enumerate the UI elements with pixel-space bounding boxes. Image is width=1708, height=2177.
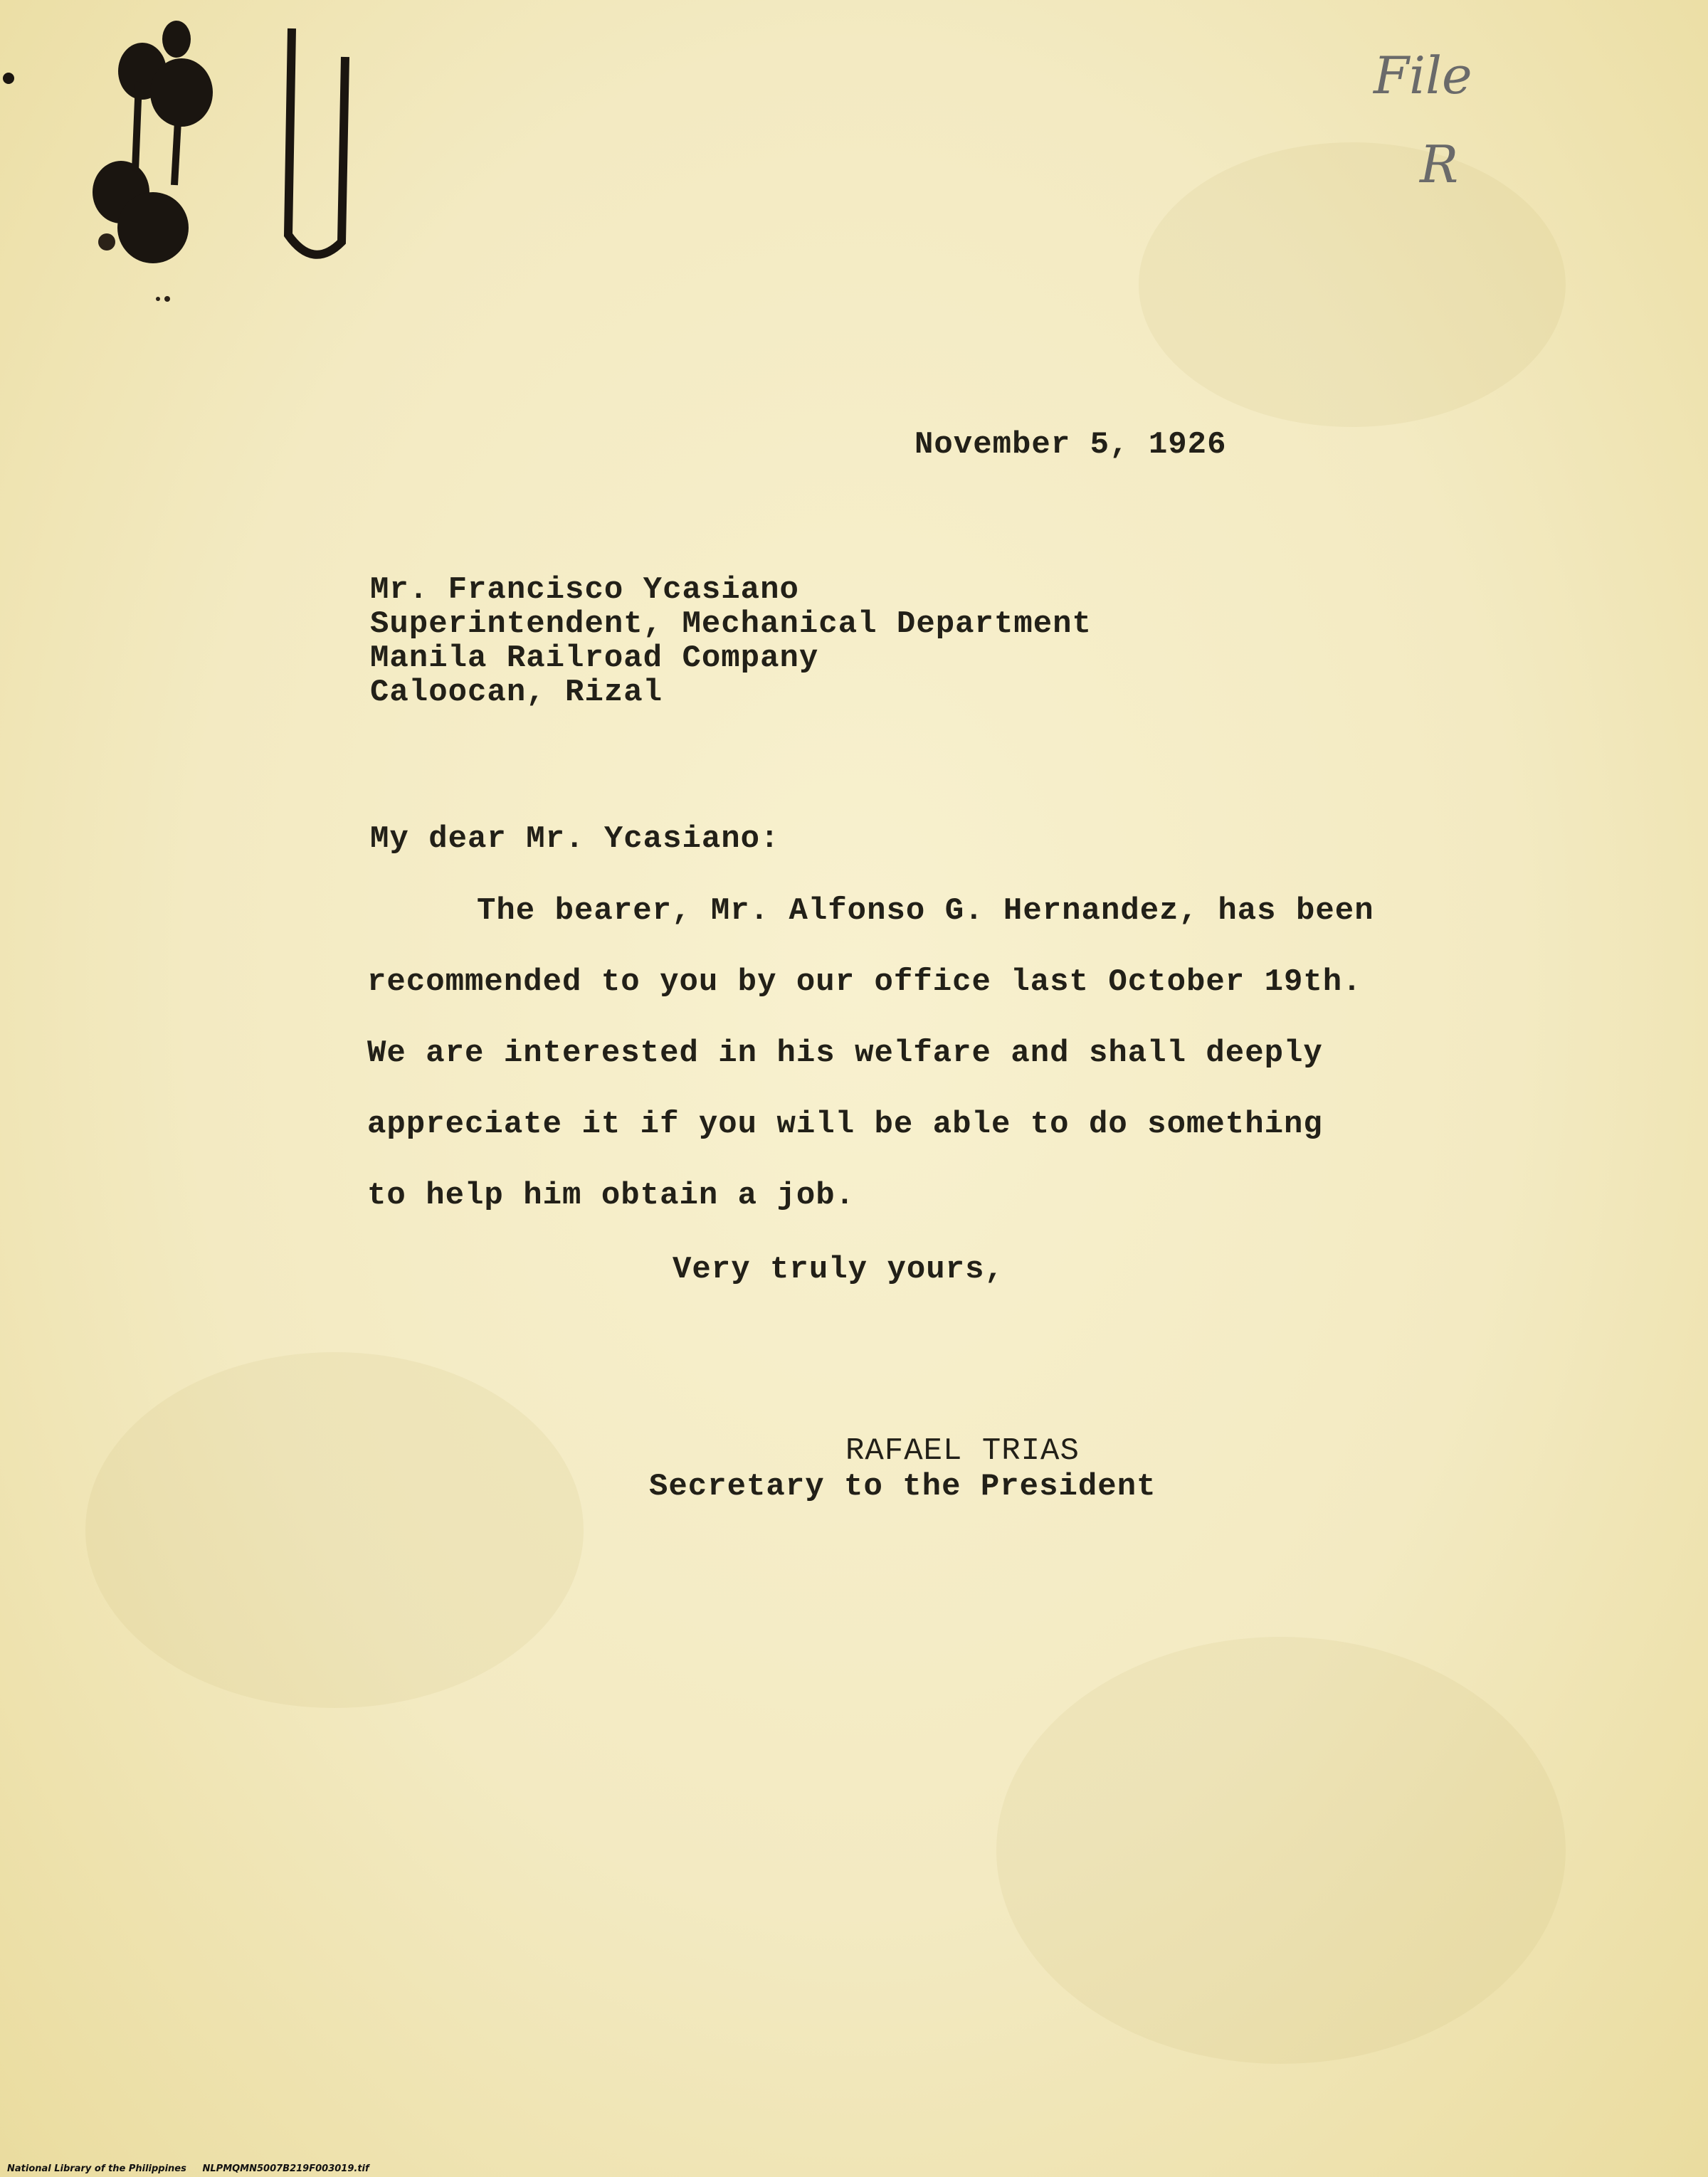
body-line: appreciate it if you will be able to do something — [367, 1107, 1323, 1142]
recipient-location: Caloocan, Rizal — [370, 675, 663, 710]
body-line: The bearer, Mr. Alfonso G. Hernandez, has been — [477, 893, 1374, 929]
body-line: We are interested in his welfare and shall deeply — [367, 1035, 1323, 1071]
body-line: recommended to you by our office last October 19th. — [367, 964, 1362, 1000]
salutation: My dear Mr. Ycasiano: — [370, 821, 780, 857]
signer-title: Secretary to the President — [649, 1469, 1156, 1504]
paper-stain — [85, 1352, 584, 1708]
archive-file-id: NLPMQMN5007B219F003019.tif — [202, 2163, 369, 2174]
paper-stain — [996, 1637, 1566, 2064]
closing: Very truly yours, — [673, 1252, 1004, 1287]
signer-name: RAFAEL TRIAS — [845, 1433, 1080, 1469]
archive-caption — [7, 2163, 369, 2174]
handwritten-file-note: File — [1374, 46, 1472, 105]
recipient-title: Superintendent, Mechanical Department — [370, 606, 1092, 642]
binder-punch-holes — [0, 0, 399, 313]
recipient-company: Manila Railroad Company — [370, 641, 819, 676]
letter-date: November 5, 1926 — [914, 427, 1227, 463]
handwritten-file-letter: R — [1420, 135, 1459, 194]
recipient-name: Mr. Francisco Ycasiano — [370, 572, 799, 608]
archive-institution: National Library of the Philippines — [7, 2163, 186, 2174]
body-line: to help him obtain a job. — [367, 1178, 855, 1213]
paper-stain — [1139, 142, 1566, 427]
